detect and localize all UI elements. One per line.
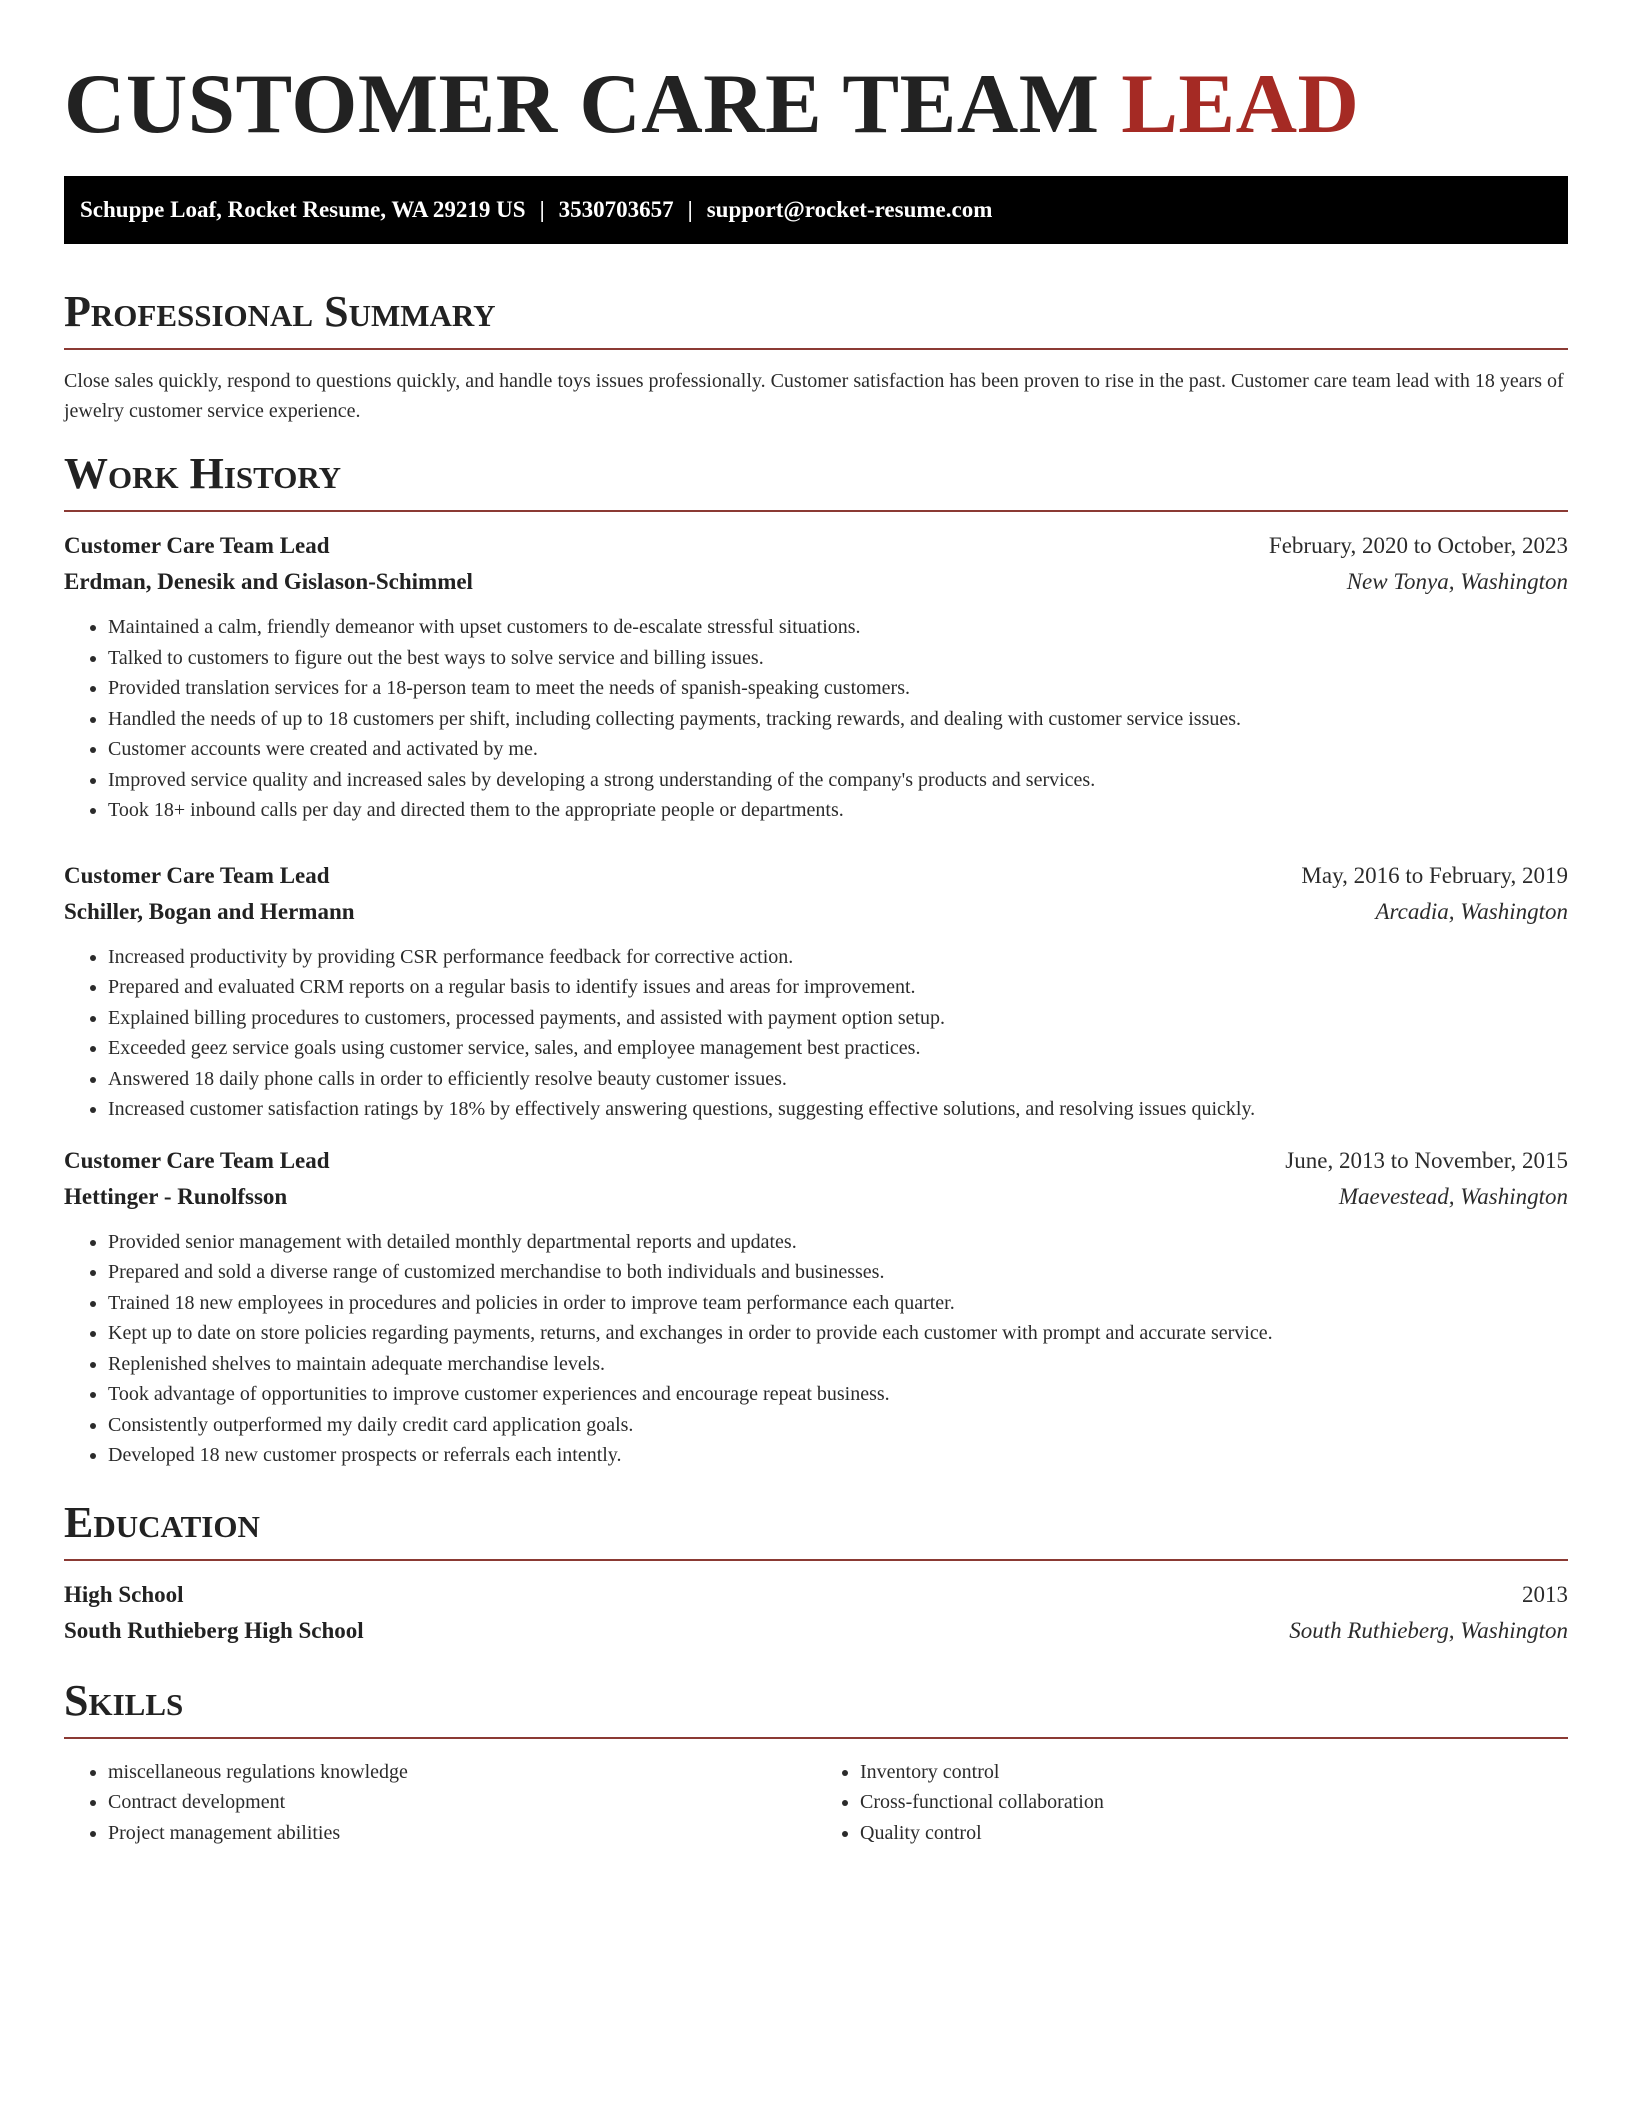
list-item: • Prepared and evaluated CRM reports on a regular basis to identify issues and areas for improvement. [108, 972, 1568, 1003]
job-company-row [64, 564, 1568, 600]
job-bullet-list [64, 942, 1568, 1125]
summary-heading: Professional Summary [64, 286, 1568, 350]
list-item: • Quality control [860, 1818, 1568, 1849]
skills-column-right [816, 1757, 1568, 1849]
job-entry [64, 528, 1568, 826]
list-item: • Kept up to date on store policies regarding payments, returns, and exchanges in order to provide each customer with prompt and accurate service. [108, 1318, 1568, 1349]
job-title: Customer Care Team Lead [64, 1147, 330, 1173]
list-item: • Increased productivity by providing CSR performance feedback for corrective action. [108, 942, 1568, 973]
education-section [64, 1497, 1568, 1649]
job-company-row [64, 1179, 1568, 1215]
list-item: • Trained 18 new employees in procedures and policies in order to improve team performance each quarter. [108, 1288, 1568, 1319]
skills-column-left [64, 1757, 816, 1849]
education-entry [64, 1577, 1568, 1649]
list-item: • Project management abilities [108, 1818, 816, 1849]
list-item: • Took 18+ inbound calls per day and directed them to the appropriate people or departments. [108, 795, 1568, 826]
list-item: • Prepared and sold a diverse range of customized merchandise to both individuals and businesses. [108, 1257, 1568, 1288]
contact-bar [64, 176, 1568, 244]
work-history-section [64, 448, 1568, 1471]
list-item: • Provided translation services for a 18-person team to meet the needs of spanish-speaking customers. [108, 673, 1568, 704]
title-accent: LEAD [1121, 57, 1360, 151]
contact-email[interactable]: support@rocket-resume.com [706, 197, 993, 222]
list-item: • Maintained a calm, friendly demeanor with upset customers to de-escalate stressful situations. [108, 612, 1568, 643]
job-header-row [64, 858, 1568, 894]
job-location: New Tonya, Washington [1346, 569, 1568, 594]
education-heading: Education [64, 1497, 1568, 1561]
contact-separator: | [539, 197, 545, 222]
education-location: South Ruthieberg, Washington [1289, 1617, 1568, 1643]
list-item: • Answered 18 daily phone calls in order to efficiently resolve beauty customer issues. [108, 1064, 1568, 1095]
contact-separator: | [687, 197, 693, 222]
list-item: • Provided senior management with detailed monthly departmental reports and updates. [108, 1227, 1568, 1258]
job-title: Customer Care Team Lead [64, 533, 330, 558]
contact-address: Schuppe Loaf, Rocket Resume, WA 29219 US [80, 197, 526, 222]
list-item: • Explained billing procedures to customers, processed payments, and assisted with payment option setup. [108, 1003, 1568, 1034]
list-item: • Talked to customers to figure out the best ways to solve service and billing issues. [108, 643, 1568, 674]
list-item: • Inventory control [860, 1757, 1568, 1788]
job-company: Erdman, Denesik and Gislason-Schimmel [64, 569, 473, 594]
job-location: Arcadia, Washington [1375, 898, 1568, 924]
job-title: Customer Care Team Lead [64, 862, 330, 888]
education-header-row [64, 1577, 1568, 1613]
job-bullet-list [64, 612, 1568, 826]
skills-list [816, 1757, 1568, 1849]
job-company-row [64, 894, 1568, 930]
list-item: • Exceeded geez service goals using customer service, sales, and employee management best practices. [108, 1033, 1568, 1064]
list-item: • Customer accounts were created and activated by me. [108, 734, 1568, 765]
summary-section [64, 286, 1568, 426]
job-bullet-list [64, 1227, 1568, 1471]
job-entry [64, 858, 1568, 1125]
list-item: • Consistently outperformed my daily credit card application goals. [108, 1410, 1568, 1441]
job-dates: June, 2013 to November, 2015 [1285, 1147, 1568, 1173]
list-item: • Developed 18 new customer prospects or referrals each intently. [108, 1440, 1568, 1471]
job-header-row [64, 528, 1568, 564]
work-history-heading: Work History [64, 448, 1568, 512]
job-header-row [64, 1143, 1568, 1179]
list-item: • Increased customer satisfaction ratings by 18% by effectively answering questions, suggesting effective solutions, and resolving issues quickly. [108, 1094, 1568, 1125]
list-item: • Replenished shelves to maintain adequate merchandise levels. [108, 1349, 1568, 1380]
list-item: • Took advantage of opportunities to improve customer experiences and encourage repeat business. [108, 1379, 1568, 1410]
list-item: • Cross-functional collaboration [860, 1787, 1568, 1818]
skills-list [64, 1757, 816, 1849]
contact-phone: 3530703657 [558, 197, 674, 222]
job-company: Hettinger - Runolfsson [64, 1183, 288, 1209]
education-school: South Ruthieberg High School [64, 1617, 364, 1643]
list-item: • Handled the needs of up to 18 customers per shift, including collecting payments, tracking rewards, and dealing with customer service issues. [108, 704, 1568, 735]
summary-text: Close sales quickly, respond to questions quickly, and handle toys issues professionally. Customer satisfaction has been proven to rise in the past. Customer care team lead with 18 years of jewelry customer service experience. [64, 370, 1564, 422]
list-item: • Improved service quality and increased sales by developing a strong understanding of the company's products and services. [108, 765, 1568, 796]
job-dates: February, 2020 to October, 2023 [1268, 533, 1568, 558]
education-year: 2013 [1522, 1581, 1568, 1607]
list-item: • miscellaneous regulations knowledge [108, 1757, 816, 1788]
skills-section [64, 1675, 1568, 1849]
job-location: Maevestead, Washington [1338, 1183, 1568, 1209]
title-main: CUSTOMER CARE TEAM [64, 57, 1100, 151]
job-dates: May, 2016 to February, 2019 [1301, 862, 1568, 888]
job-company: Schiller, Bogan and Hermann [64, 898, 355, 924]
skills-heading: Skills [64, 1675, 1568, 1739]
list-item: • Contract development [108, 1787, 816, 1818]
education-degree: High School [64, 1581, 184, 1607]
page-title [64, 56, 1568, 152]
education-school-row [64, 1613, 1568, 1649]
job-entry [64, 1143, 1568, 1471]
skills-grid [64, 1757, 1568, 1849]
